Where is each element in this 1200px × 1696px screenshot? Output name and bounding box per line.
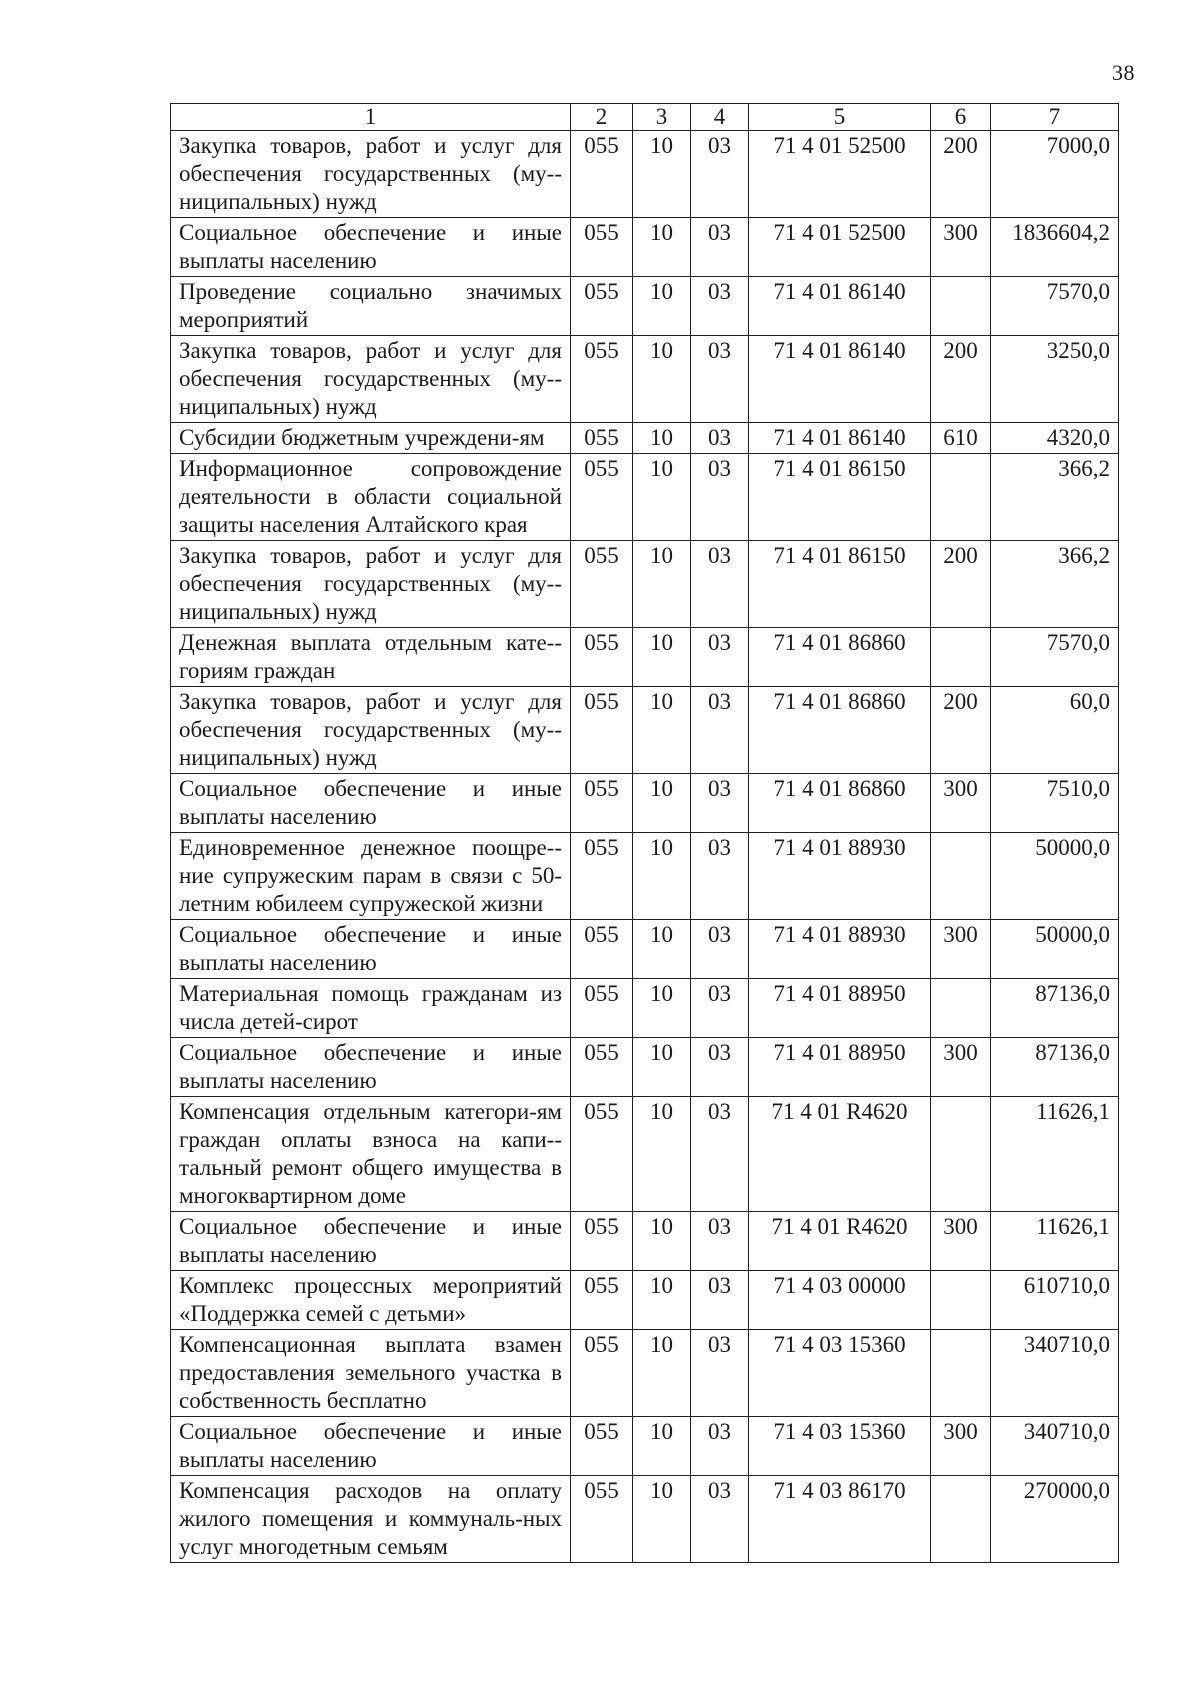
- row-section: 10: [633, 423, 691, 454]
- row-subsection: 03: [691, 131, 749, 218]
- row-amount: 50000,0: [991, 833, 1119, 920]
- row-amount: 1836604,2: [991, 218, 1119, 277]
- table-row: [171, 774, 1119, 833]
- row-name: Социальное обеспечение и иные выплаты населению: [171, 774, 571, 833]
- row-subsection: 03: [691, 833, 749, 920]
- row-ministry-code: 055: [571, 833, 633, 920]
- row-ministry-code: 055: [571, 454, 633, 541]
- row-ministry-code: 055: [571, 1330, 633, 1417]
- row-amount: 11626,1: [991, 1212, 1119, 1271]
- row-ministry-code: 055: [571, 218, 633, 277]
- row-subsection: 03: [691, 454, 749, 541]
- row-name: Информационное сопровождение деятельности в области социальной защиты населения Алтайского края: [171, 454, 571, 541]
- row-amount: 340710,0: [991, 1417, 1119, 1476]
- row-name: Денежная выплата отдельным кате-гориям граждан: [171, 628, 571, 687]
- row-subsection: 03: [691, 336, 749, 423]
- row-section: 10: [633, 687, 691, 774]
- row-target-item: 71 4 01 86860: [749, 687, 931, 774]
- row-subsection: 03: [691, 1212, 749, 1271]
- row-subsection: 03: [691, 979, 749, 1038]
- row-expense-type: [931, 833, 991, 920]
- row-name: Субсидии бюджетным учреждени-ям: [171, 423, 571, 454]
- row-expense-type: 300: [931, 920, 991, 979]
- row-target-item: 71 4 01 86150: [749, 454, 931, 541]
- row-ministry-code: 055: [571, 336, 633, 423]
- row-subsection: 03: [691, 218, 749, 277]
- row-section: 10: [633, 774, 691, 833]
- column-header-1: 1: [171, 104, 571, 131]
- table-row: [171, 1097, 1119, 1212]
- row-subsection: 03: [691, 774, 749, 833]
- row-name: Социальное обеспечение и иные выплаты населению: [171, 920, 571, 979]
- row-expense-type: [931, 628, 991, 687]
- table-row: [171, 1038, 1119, 1097]
- row-target-item: 71 4 01 52500: [749, 218, 931, 277]
- table-row: [171, 423, 1119, 454]
- row-section: 10: [633, 336, 691, 423]
- row-expense-type: [931, 454, 991, 541]
- row-ministry-code: 055: [571, 687, 633, 774]
- row-ministry-code: 055: [571, 277, 633, 336]
- row-target-item: 71 4 01 86150: [749, 541, 931, 628]
- row-ministry-code: 055: [571, 628, 633, 687]
- row-subsection: 03: [691, 423, 749, 454]
- row-section: 10: [633, 541, 691, 628]
- table-row: [171, 218, 1119, 277]
- table-row: [171, 979, 1119, 1038]
- column-header-3: 3: [633, 104, 691, 131]
- table-row: [171, 1476, 1119, 1563]
- row-subsection: 03: [691, 628, 749, 687]
- row-expense-type: 300: [931, 1417, 991, 1476]
- column-header-7: 7: [991, 104, 1119, 131]
- row-subsection: 03: [691, 277, 749, 336]
- row-name: Социальное обеспечение и иные выплаты населению: [171, 1212, 571, 1271]
- row-amount: 87136,0: [991, 979, 1119, 1038]
- row-section: 10: [633, 131, 691, 218]
- row-target-item: 71 4 01 R4620: [749, 1097, 931, 1212]
- row-target-item: 71 4 01 86860: [749, 774, 931, 833]
- row-ministry-code: 055: [571, 1417, 633, 1476]
- row-expense-type: [931, 1330, 991, 1417]
- row-ministry-code: 055: [571, 131, 633, 218]
- row-amount: 11626,1: [991, 1097, 1119, 1212]
- row-name: Единовременное денежное поощре-ние супружеским парам в связи с 50-летним юбилеем супружеской жизни: [171, 833, 571, 920]
- row-amount: 366,2: [991, 454, 1119, 541]
- row-amount: 7570,0: [991, 628, 1119, 687]
- row-ministry-code: 055: [571, 774, 633, 833]
- table-row: [171, 336, 1119, 423]
- row-section: 10: [633, 218, 691, 277]
- row-name: Компенсационная выплата взамен предоставления земельного участка в собственность бесплатно: [171, 1330, 571, 1417]
- row-target-item: 71 4 01 88930: [749, 833, 931, 920]
- column-header-2: 2: [571, 104, 633, 131]
- row-amount: 50000,0: [991, 920, 1119, 979]
- table-row: [171, 1330, 1119, 1417]
- row-name: Социальное обеспечение и иные выплаты населению: [171, 218, 571, 277]
- table-row: [171, 1271, 1119, 1330]
- row-expense-type: 200: [931, 687, 991, 774]
- row-expense-type: 300: [931, 218, 991, 277]
- row-expense-type: 300: [931, 1038, 991, 1097]
- row-subsection: 03: [691, 1097, 749, 1212]
- row-amount: 340710,0: [991, 1330, 1119, 1417]
- column-header-6: 6: [931, 104, 991, 131]
- table-row: [171, 833, 1119, 920]
- row-name: Закупка товаров, работ и услуг для обеспечения государственных (му-ниципальных) нужд: [171, 131, 571, 218]
- row-section: 10: [633, 1038, 691, 1097]
- row-expense-type: 200: [931, 131, 991, 218]
- row-target-item: 71 4 01 52500: [749, 131, 931, 218]
- row-target-item: 71 4 03 86170: [749, 1476, 931, 1563]
- table-row: [171, 1417, 1119, 1476]
- row-subsection: 03: [691, 541, 749, 628]
- row-name: Закупка товаров, работ и услуг для обеспечения государственных (му-ниципальных) нужд: [171, 687, 571, 774]
- column-header-4: 4: [691, 104, 749, 131]
- budget-table: [170, 103, 1119, 1563]
- row-expense-type: [931, 277, 991, 336]
- table-row: [171, 454, 1119, 541]
- row-section: 10: [633, 1097, 691, 1212]
- row-section: 10: [633, 1271, 691, 1330]
- table-row: [171, 131, 1119, 218]
- row-expense-type: 200: [931, 336, 991, 423]
- row-amount: 3250,0: [991, 336, 1119, 423]
- row-target-item: 71 4 01 86860: [749, 628, 931, 687]
- row-name: Проведение социально значимых мероприятий: [171, 277, 571, 336]
- row-target-item: 71 4 03 15360: [749, 1330, 931, 1417]
- row-name: Закупка товаров, работ и услуг для обеспечения государственных (му-ниципальных) нужд: [171, 336, 571, 423]
- row-subsection: 03: [691, 1417, 749, 1476]
- row-ministry-code: 055: [571, 423, 633, 454]
- row-amount: 60,0: [991, 687, 1119, 774]
- row-name: Материальная помощь гражданам из числа детей-сирот: [171, 979, 571, 1038]
- row-section: 10: [633, 1476, 691, 1563]
- row-expense-type: 200: [931, 541, 991, 628]
- row-target-item: 71 4 01 88950: [749, 1038, 931, 1097]
- row-ministry-code: 055: [571, 541, 633, 628]
- row-section: 10: [633, 1330, 691, 1417]
- row-expense-type: 300: [931, 1212, 991, 1271]
- row-name: Комплекс процессных мероприятий «Поддержка семей с детьми»: [171, 1271, 571, 1330]
- row-target-item: 71 4 03 00000: [749, 1271, 931, 1330]
- page-number: 38: [1112, 60, 1135, 85]
- row-ministry-code: 055: [571, 979, 633, 1038]
- row-section: 10: [633, 277, 691, 336]
- row-name: Компенсация расходов на оплату жилого помещения и коммуналь-ных услуг многодетным семьям: [171, 1476, 571, 1563]
- table-row: [171, 628, 1119, 687]
- row-subsection: 03: [691, 920, 749, 979]
- row-section: 10: [633, 454, 691, 541]
- row-amount: 7570,0: [991, 277, 1119, 336]
- row-expense-type: [931, 1097, 991, 1212]
- row-subsection: 03: [691, 1476, 749, 1563]
- table-row: [171, 687, 1119, 774]
- row-section: 10: [633, 979, 691, 1038]
- row-target-item: 71 4 01 88930: [749, 920, 931, 979]
- row-target-item: 71 4 01 R4620: [749, 1212, 931, 1271]
- row-expense-type: 300: [931, 774, 991, 833]
- row-expense-type: [931, 979, 991, 1038]
- row-section: 10: [633, 920, 691, 979]
- row-amount: 7510,0: [991, 774, 1119, 833]
- row-subsection: 03: [691, 1271, 749, 1330]
- row-target-item: 71 4 03 15360: [749, 1417, 931, 1476]
- table-row: [171, 277, 1119, 336]
- header-row: [171, 104, 1119, 131]
- row-subsection: 03: [691, 1330, 749, 1417]
- row-ministry-code: 055: [571, 1212, 633, 1271]
- row-target-item: 71 4 01 86140: [749, 423, 931, 454]
- row-name: Социальное обеспечение и иные выплаты населению: [171, 1038, 571, 1097]
- row-ministry-code: 055: [571, 1097, 633, 1212]
- row-section: 10: [633, 833, 691, 920]
- row-target-item: 71 4 01 88950: [749, 979, 931, 1038]
- table-row: [171, 541, 1119, 628]
- row-ministry-code: 055: [571, 1038, 633, 1097]
- row-amount: 610710,0: [991, 1271, 1119, 1330]
- row-section: 10: [633, 628, 691, 687]
- table-row: [171, 920, 1119, 979]
- row-ministry-code: 055: [571, 920, 633, 979]
- table-row: [171, 1212, 1119, 1271]
- row-name: Компенсация отдельным категори-ям граждан оплаты взноса на капи-тальный ремонт общего имущества в многоквартирном доме: [171, 1097, 571, 1212]
- row-expense-type: [931, 1271, 991, 1330]
- row-amount: 4320,0: [991, 423, 1119, 454]
- row-section: 10: [633, 1417, 691, 1476]
- column-header-5: 5: [749, 104, 931, 131]
- row-amount: 366,2: [991, 541, 1119, 628]
- row-expense-type: [931, 1476, 991, 1563]
- row-target-item: 71 4 01 86140: [749, 277, 931, 336]
- row-target-item: 71 4 01 86140: [749, 336, 931, 423]
- row-ministry-code: 055: [571, 1476, 633, 1563]
- row-subsection: 03: [691, 1038, 749, 1097]
- row-name: Социальное обеспечение и иные выплаты населению: [171, 1417, 571, 1476]
- row-amount: 270000,0: [991, 1476, 1119, 1563]
- row-name: Закупка товаров, работ и услуг для обеспечения государственных (му-ниципальных) нужд: [171, 541, 571, 628]
- row-amount: 7000,0: [991, 131, 1119, 218]
- row-ministry-code: 055: [571, 1271, 633, 1330]
- row-expense-type: 610: [931, 423, 991, 454]
- row-section: 10: [633, 1212, 691, 1271]
- row-amount: 87136,0: [991, 1038, 1119, 1097]
- row-subsection: 03: [691, 687, 749, 774]
